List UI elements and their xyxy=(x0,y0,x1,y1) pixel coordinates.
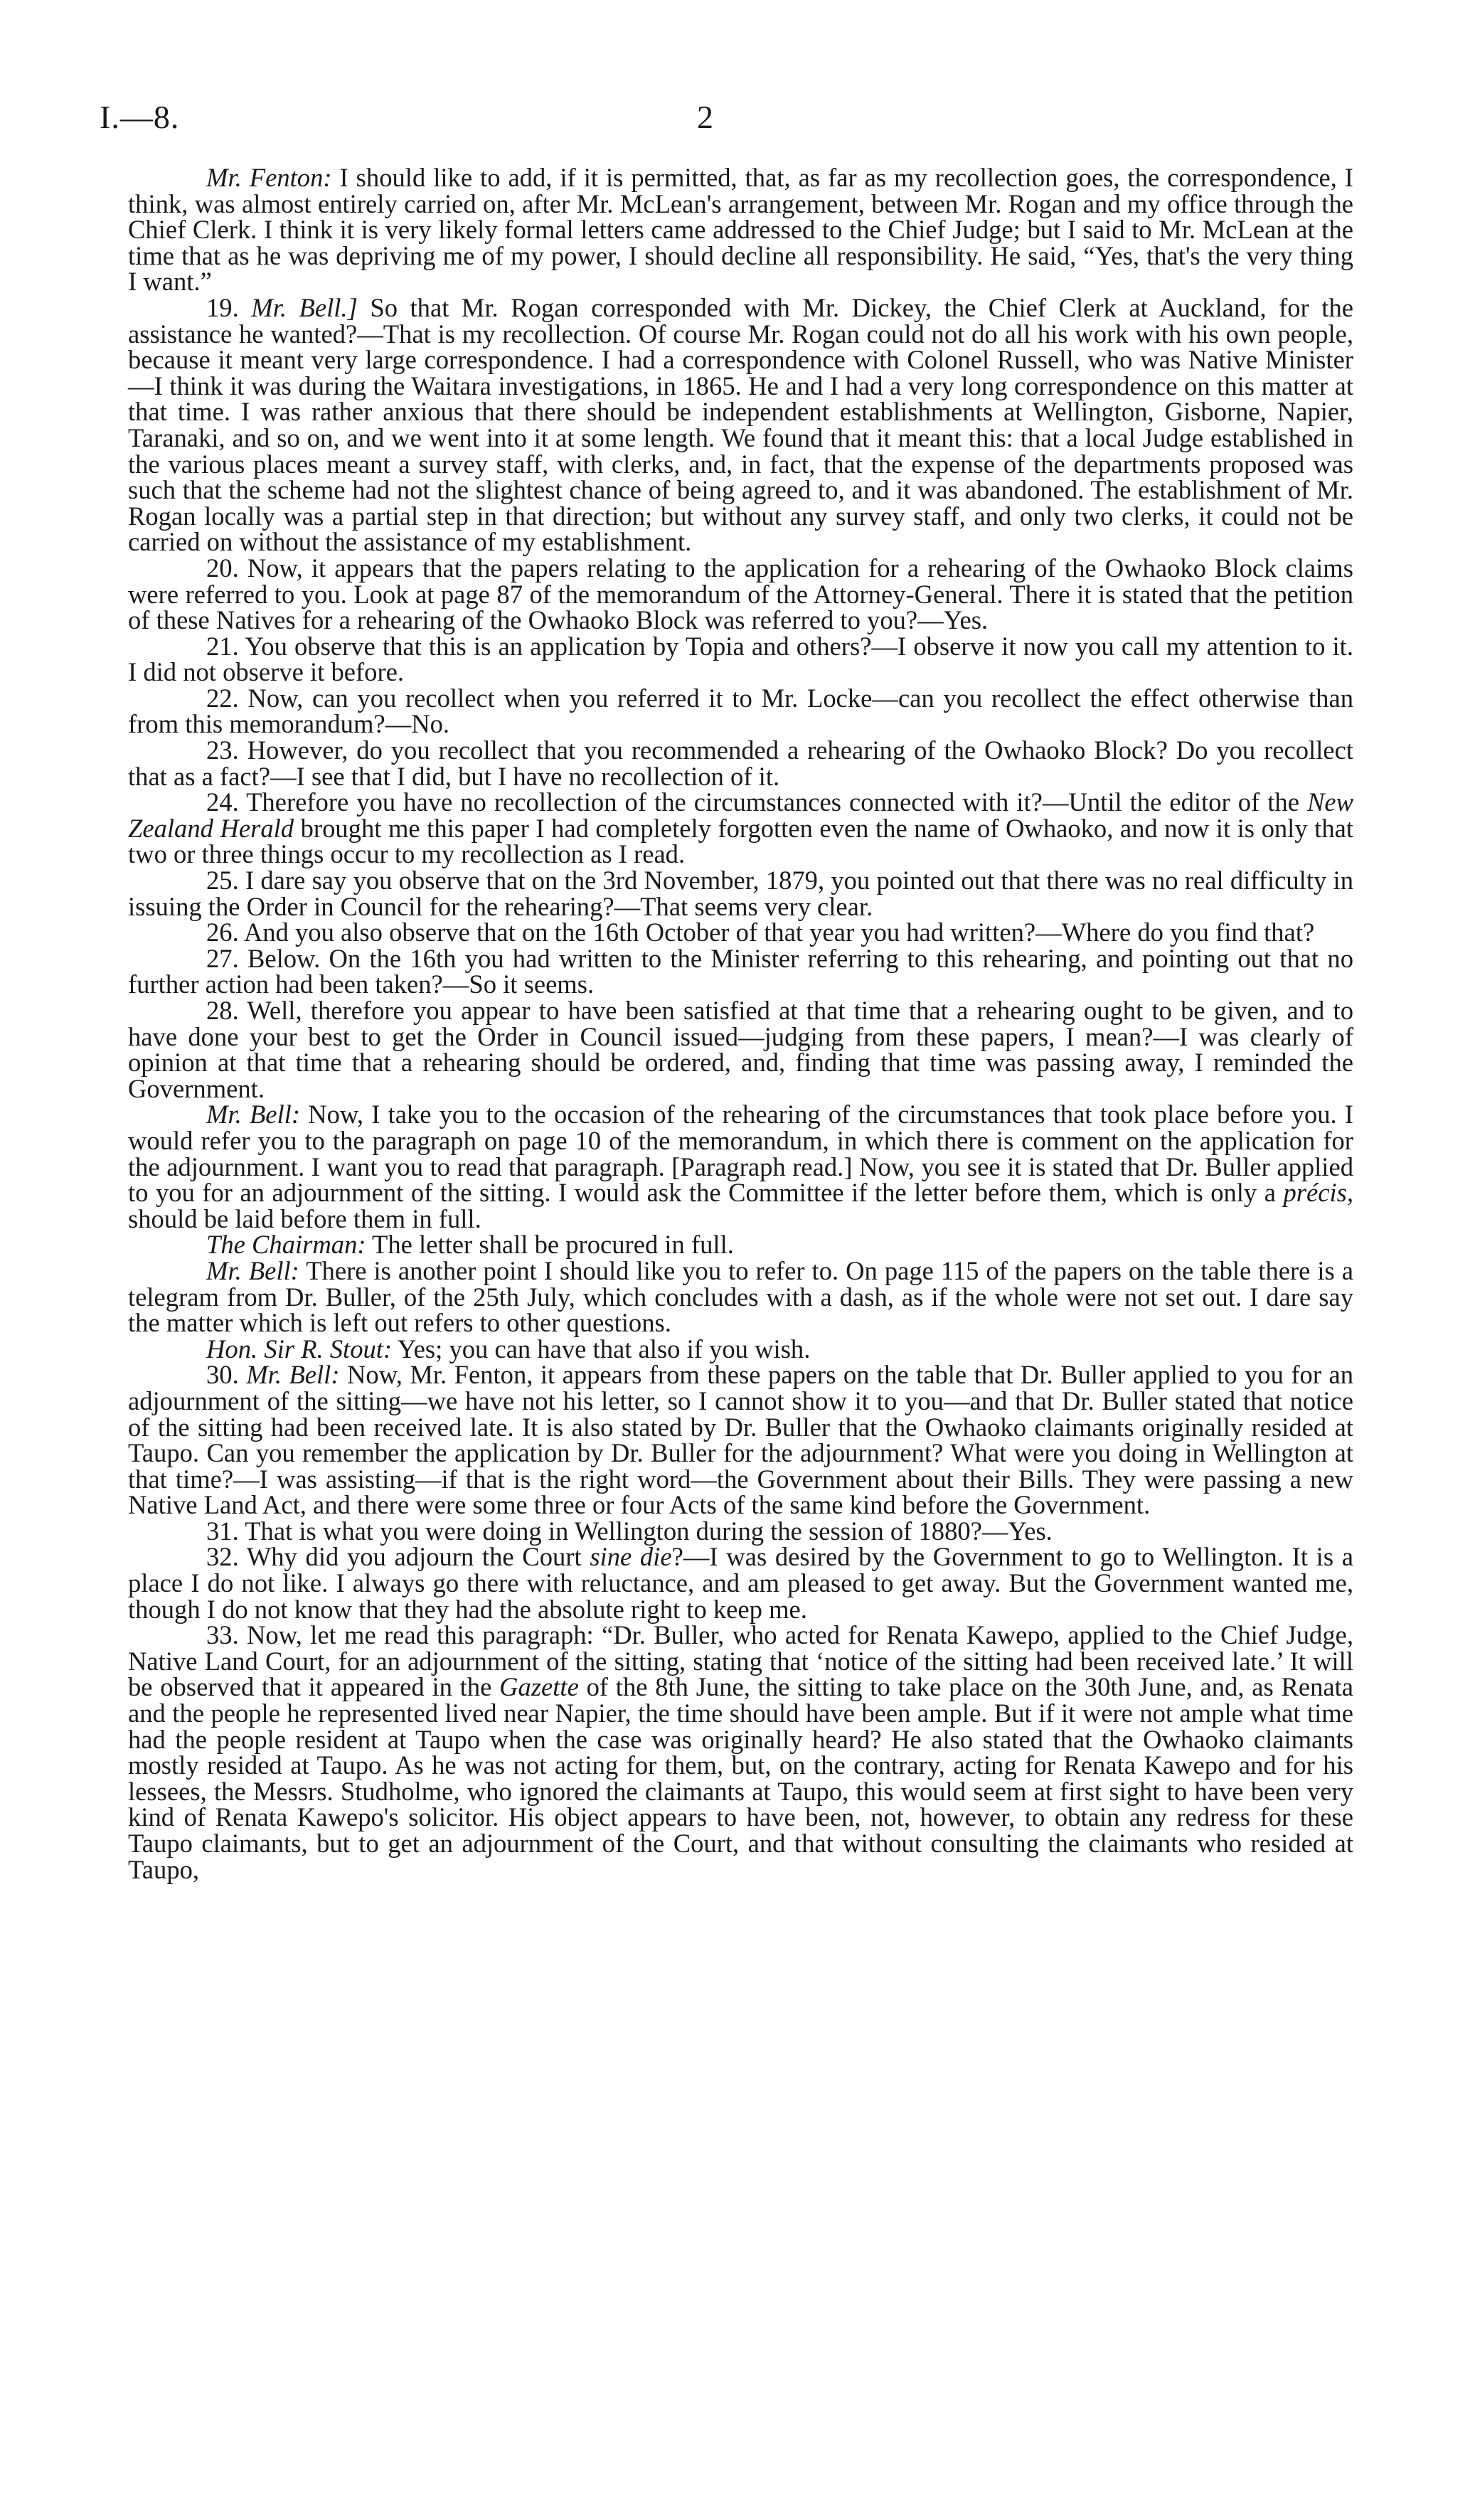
paragraph: 20. Now, it appears that the papers relating to the application for a rehearing of the Owhaoko Block claims were referred to you. Look at page 87 of the memorandum of the Attorney-General. There it is stated that the petition of these Natives for a rehearing of the Owhaoko Block was referred to you?—Yes. xyxy=(128,553,1353,635)
speaker-name: Mr. Bell: xyxy=(206,1255,299,1285)
speaker-name: The Chairman: xyxy=(206,1230,366,1260)
paragraph: 28. Well, therefore you appear to have been satisfied at that time that a rehearing ought to be given, and to have done your best to get the Order in Council issued—judging from these papers, I mean?—I was clearly of opinion at that time that a rehearing should be ordered, and, finding that time was passing away, I reminded the Government. xyxy=(128,996,1353,1103)
italic-phrase: sine die xyxy=(590,1542,672,1572)
paragraph: The Chairman: The letter shall be procured in full. xyxy=(206,1230,734,1260)
italic-title: Gazette xyxy=(499,1672,579,1702)
page-number: 2 xyxy=(697,99,713,135)
series-number: I.—8. xyxy=(100,99,180,135)
paragraph: 31. That is what you were doing in Wellington during the session of 1880?—Yes. xyxy=(206,1516,1053,1546)
paragraph: 32. Why did you adjourn the Court sine die?—I was desired by the Government to go to Wellington. It is a place I do not like. I always go there with reluctance, and am pleased to get away. But the Government wanted me, though I do not know that they had the absolute right to keep me. xyxy=(128,1542,1353,1624)
paragraph: 26. And you also observe that on the 16th October of that year you had written?—Where do you find that? xyxy=(206,918,1315,947)
paragraph: 21. You observe that this is an application by Topia and others?—I observe it now you call my attention to it. I did not observe it before. xyxy=(128,631,1353,687)
paragraph: 22. Now, can you recollect when you referred it to Mr. Locke—can you recollect the effect otherwise than from this memorandum?—No. xyxy=(128,683,1353,739)
paragraph: 23. However, do you recollect that you recommended a rehearing of the Owhaoko Block? Do you recollect that as a fact?—I see that I did, but I have no recollection of it. xyxy=(128,735,1353,791)
paragraph: 24. Therefore you have no recollection of the circumstances connected with it?—Until the editor of the New Zealand Herald brought me this paper I had completely forgotten even the name of Owhaoko, and now it is only that two or three things occur to my recollection as I read. xyxy=(128,787,1354,869)
paragraph: 19. Mr. Bell.] So that Mr. Rogan corresponded with Mr. Dickey, the Chief Clerk at Auckland, for the assistance he wanted?—That is my recollection. Of course Mr. Rogan could not do all his work with his own people, because it meant very large correspondence. I had a correspondence with Colonel Russell, who was Native Minister—I think it was during the Waitara investigations, in 1865. He and I had a very long correspondence on this matter at that time. I was rather anxious that there should be independent establishments at Wellington, Gisborne, Napier, Taranaki, and so on, and we went into it at some length. We found that it meant this: that a local Judge established in the various places meant a survey staff, with clerks, and, in fact, that the expense of the departments proposed was such that the scheme had not the slightest chance of being agreed to, and it was abandoned. The establishment of Mr. Rogan locally was a partial step in that direction; but without any survey staff, and only two clerks, it could not be carried on without the assistance of my establishment. xyxy=(128,292,1353,557)
speaker-name: Hon. Sir R. Stout: xyxy=(206,1334,393,1363)
speaker-name: Mr. Bell.] xyxy=(251,292,358,322)
paragraph: 25. I dare say you observe that on the 3rd November, 1879, you pointed out that there was no real difficulty in issuing the Order in Council for the rehearing?—That seems very clear. xyxy=(128,866,1353,921)
italic-word: précis, xyxy=(1283,1178,1353,1208)
paragraph: Mr. Bell: Now, I take you to the occasion of the rehearing of the circumstances that took place before you. I would refer you to the paragraph on page 10 of the memorandum, in which there is comment on the application for the adjournment. I want you to read that paragraph. [Paragraph read.] Now, you see it is stated that Dr. Buller applied to you for an adjournment of the sitting. I would ask the Committee if the letter before them, which is only a précis, should be laid before them in full. xyxy=(128,1100,1353,1233)
italic-title: New Zealand Herald xyxy=(128,787,1353,843)
speaker-name: Mr. Bell: xyxy=(206,1100,301,1129)
speaker-name: Mr. Bell: xyxy=(246,1360,340,1390)
speaker-name: Mr. Fenton: xyxy=(206,163,332,192)
paragraph: 33. Now, let me read this paragraph: “Dr. Buller, who acted for Renata Kawepo, applied to the Chief Judge, Native Land Court, for an adjournment of the sitting, stating that ‘notice of the sitting had been received late.’ It will be observed that it appeared in the Gazette of the 8th June, the sitting to take place on the 30th June, and, as Renata and the people he represented lived near Napier, the time should have been ample. But if it were not ample what time had the people resident at Taupo when the case was originally heard? He also stated that the Owhaoko claimants mostly resided at Taupo. As he was not acting for them, but, on the contrary, acting for Renata Kawepo and for his lessees, the Messrs. Studholme, who ignored the claimants at Taupo, this would seem at first sight to have been very kind of Renata Kawepo's solicitor. His object appears to have been, not, however, to obtain any redress for these Taupo claimants, but to get an adjournment of the Court, and that without consulting the claimants who resided at Taupo, xyxy=(128,1620,1353,1884)
paragraph: 30. Mr. Bell: Now, Mr. Fenton, it appears from these papers on the table that Dr. Buller applied to you for an adjournment of the sitting—we have not his letter, so I cannot show it to you—and that Dr. Buller stated that notice of the sitting had been received late. It is also stated by Dr. Buller that the Owhaoko claimants originally resided at Taupo. Can you remember the application by Dr. Buller for the adjournment? What were you doing in Wellington at that time?—I was assisting—if that is the right word—the Government about their Bills. They were passing a new Native Land Act, and there were some three or four Acts of the same kind before the Government. xyxy=(128,1360,1353,1520)
paragraph: Mr. Fenton: I should like to add, if it is permitted, that, as far as my recollection goes, the correspondence, I think, was almost entirely carried on, after Mr. McLean's arrangement, between Mr. Rogan and my office through the Chief Clerk. I think it is very likely formal letters came addressed to the Chief Judge; but I said to Mr. McLean at the time that as he was depriving me of my power, I should decline all responsibility. He said, “Yes, that's the very thing I want.” xyxy=(128,163,1353,297)
document-body xyxy=(128,165,1353,1883)
paragraph: 27. Below. On the 16th you had written to the Minister referring to this rehearing, and pointing out that no further action had been taken?—So it seems. xyxy=(128,943,1353,999)
paragraph: Mr. Bell: There is another point I should like you to refer to. On page 115 of the papers on the table there is a telegram from Dr. Buller, of the 25th July, which concludes with a dash, as if the whole were not set out. I dare say the matter which is left out refers to other questions. xyxy=(128,1255,1353,1338)
paragraph: Hon. Sir R. Stout: Yes; you can have that also if you wish. xyxy=(206,1334,811,1363)
